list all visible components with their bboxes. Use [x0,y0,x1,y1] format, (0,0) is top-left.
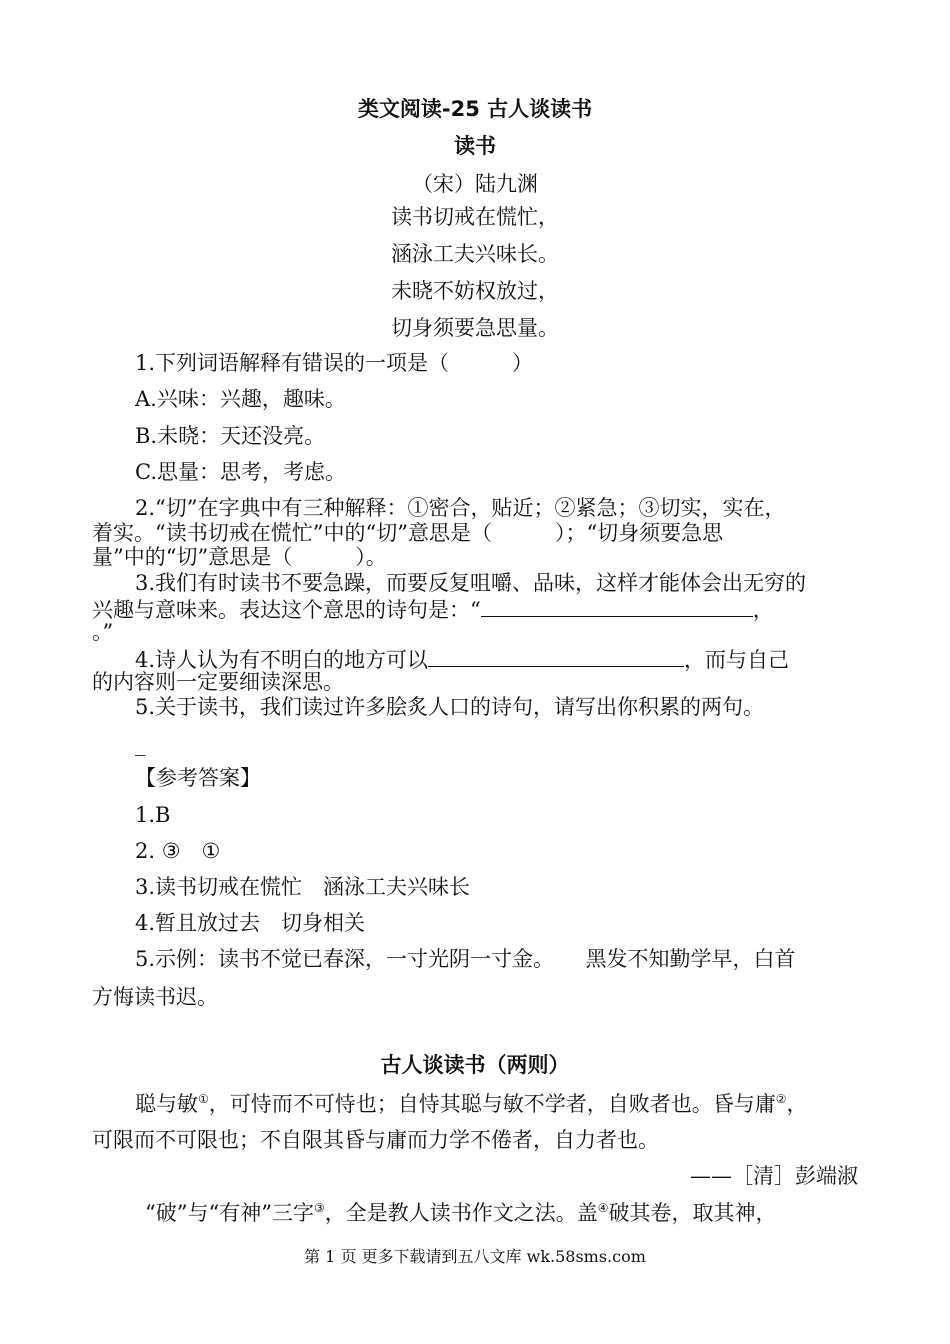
p2-text-b: ，全是教人读书作文之法。盖 [324,1201,598,1225]
poem-line-2: 涵泳工夫兴味长。 [391,242,559,266]
p2-text-c: 破其卷，取其神， [608,1201,777,1225]
question-2-line-3: 量”中的“切”意思是（ ）。 [92,545,387,569]
poem-line-3: 未晓不妨权放过， [391,279,559,303]
section-2-title: 古人谈读书（两则） [380,1053,570,1077]
question-2-line-1: 2.“切”在字典中有三种解释：①密合，贴近；②紧急；③切实，实在， [135,496,786,520]
question-4-suffix: ，而与自己 [684,648,790,672]
document-title: 类文阅读-25 古人谈读书 [357,97,593,121]
p1-text-c: ， [786,1092,808,1116]
question-2-line-2: 着实。“读书切戒在慌忙”中的“切”意思是（ ）；“切身须要急思 [92,521,724,545]
page-footer: 第 1 页 更多下载请到五八文库 wk.58sms.com [304,1247,646,1266]
answers-heading: 【参考答案】 [135,766,261,790]
question-4-answer-blank[interactable] [428,644,684,667]
answer-5-line-2: 方悔读书迟。 [92,985,218,1009]
section-2-paragraph-1-line-2: 可限而不可限也；不自限其昏与庸而力学不倦者，自力者也。 [92,1128,659,1152]
question-3-line-2 [92,594,774,624]
poem-line-1: 读书切戒在慌忙， [391,205,559,229]
answer-3: 3.读书切戒在慌忙 涵泳工夫兴味长 [135,875,471,899]
answer-1: 1.B [135,803,171,827]
question-4-line-2: 的内容则一定要细读深思。 [92,670,344,694]
question-1-option-a: A.兴味：兴趣，趣味。 [135,387,346,411]
poem-author: （宋）陆九渊 [412,172,538,196]
section-2-paragraph-1-line-1 [135,1090,808,1118]
answer-4: 4.暂且放过去 切身相关 [135,911,366,935]
question-5-stem: 5.关于读书，我们读过许多脍炙人口的诗句，请写出你积累的两句。 [135,695,765,719]
p2-text-a: “破”与“有神”三字 [145,1201,314,1225]
poem-line-4: 切身须要急思量。 [391,316,559,340]
p1-text-b: ，可恃而不可恃也；自恃其聪与敏不学者，自败者也。昏与庸 [208,1092,776,1116]
section-2-attribution: ——［清］彭端淑 [690,1164,858,1188]
question-4-prefix: 4.诗人认为有不明白的地方可以 [135,648,429,672]
footnote-marker-3: ③ [313,1201,325,1215]
question-5-answer-blank[interactable]: _ [135,732,146,756]
section-2-paragraph-2-line-1 [145,1199,776,1227]
question-1-option-b: B.未晓：天还没亮。 [135,424,326,448]
footnote-marker-4: ④ [597,1201,609,1215]
p1-text-a: 聪与敏 [135,1092,198,1116]
question-3-line-1: 3.我们有时读书不要急躁，而要反复咀嚼、品味，这样才能体会出无穷的 [135,571,807,595]
poem-title: 读书 [454,134,496,158]
answer-5-line-1: 5.示例：读书不觉已春深，一寸光阴一寸金。 黑发不知勤学早，白首 [135,947,796,971]
question-3-answer-blank[interactable] [481,594,753,617]
footnote-marker-1: ① [198,1092,209,1106]
question-1-stem: 1.下列词语解释有错误的一项是（ ） [135,351,534,375]
question-3-line-3: 。” [92,620,114,644]
question-3-prefix: 兴趣与意味来。表达这个意思的诗句是：“ [92,598,481,622]
question-3-suffix: ， [752,598,774,622]
question-1-option-c: C.思量：思考，考虑。 [135,460,346,484]
footnote-marker-2: ② [775,1092,787,1106]
answer-2: 2. ③ ① [135,839,221,863]
